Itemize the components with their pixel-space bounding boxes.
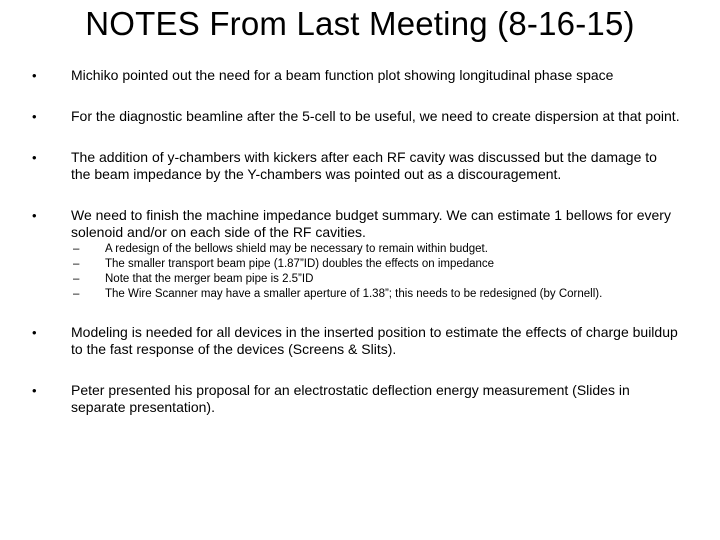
bullet-item: [30, 149, 680, 183]
bullet-item: [30, 108, 680, 125]
bullet-text: The addition of y-chambers with kickers after each RF cavity was discussed but the damage to the beam impedance by the Y-chambers was pointed out as a discouragement.: [71, 149, 657, 182]
bullet-marker: •: [32, 109, 37, 124]
bullet-marker: •: [32, 325, 37, 340]
bullet-marker: •: [32, 383, 37, 398]
sub-bullet-item: [73, 257, 680, 272]
sub-bullet-text: The smaller transport beam pipe (1.87”ID) doubles the effects on impedance: [105, 258, 495, 270]
bullet-marker: •: [32, 68, 37, 83]
sub-bullet-item: [73, 272, 680, 287]
bullet-item: [30, 207, 680, 302]
sub-bullet-text: A redesign of the bellows shield may be necessary to remain within budget.: [105, 243, 488, 255]
bullet-marker: •: [32, 150, 37, 165]
bullet-text: For the diagnostic beamline after the 5-cell to be useful, we need to create dispersion at that point.: [71, 108, 680, 124]
bullet-item: [30, 382, 680, 416]
dash-marker: –: [73, 288, 80, 300]
sub-bullet-item: [73, 287, 680, 302]
bullet-text: Peter presented his proposal for an electrostatic deflection energy measurement (Slides in separate presentation).: [71, 382, 630, 415]
bullet-marker: •: [32, 208, 37, 223]
bullet-text: Modeling is needed for all devices in the inserted position to estimate the effects of charge buildup to the fast response of the devices (Screens & Slits).: [71, 324, 678, 357]
bullet-item: [30, 67, 680, 84]
sub-bullet-item: [73, 242, 680, 257]
sub-bullet-text: Note that the merger beam pipe is 2.5”ID: [105, 273, 314, 285]
dash-marker: –: [73, 258, 80, 270]
sub-bullet-text: The Wire Scanner may have a smaller aperture of 1.38”; this needs to be redesigned (by Cornell).: [105, 288, 603, 300]
bullet-item: [30, 324, 680, 358]
dash-marker: –: [73, 273, 80, 285]
dash-marker: –: [73, 243, 80, 255]
bullet-list: [30, 67, 680, 440]
sub-bullet-list: [71, 242, 680, 302]
bullet-text: We need to finish the machine impedance budget summary. We can estimate 1 bellows for every solenoid and/or on each side of the RF cavities.: [71, 207, 671, 240]
slide-title: NOTES From Last Meeting (8-16-15): [85, 5, 635, 42]
bullet-text: Michiko pointed out the need for a beam function plot showing longitudinal phase space: [71, 67, 614, 83]
